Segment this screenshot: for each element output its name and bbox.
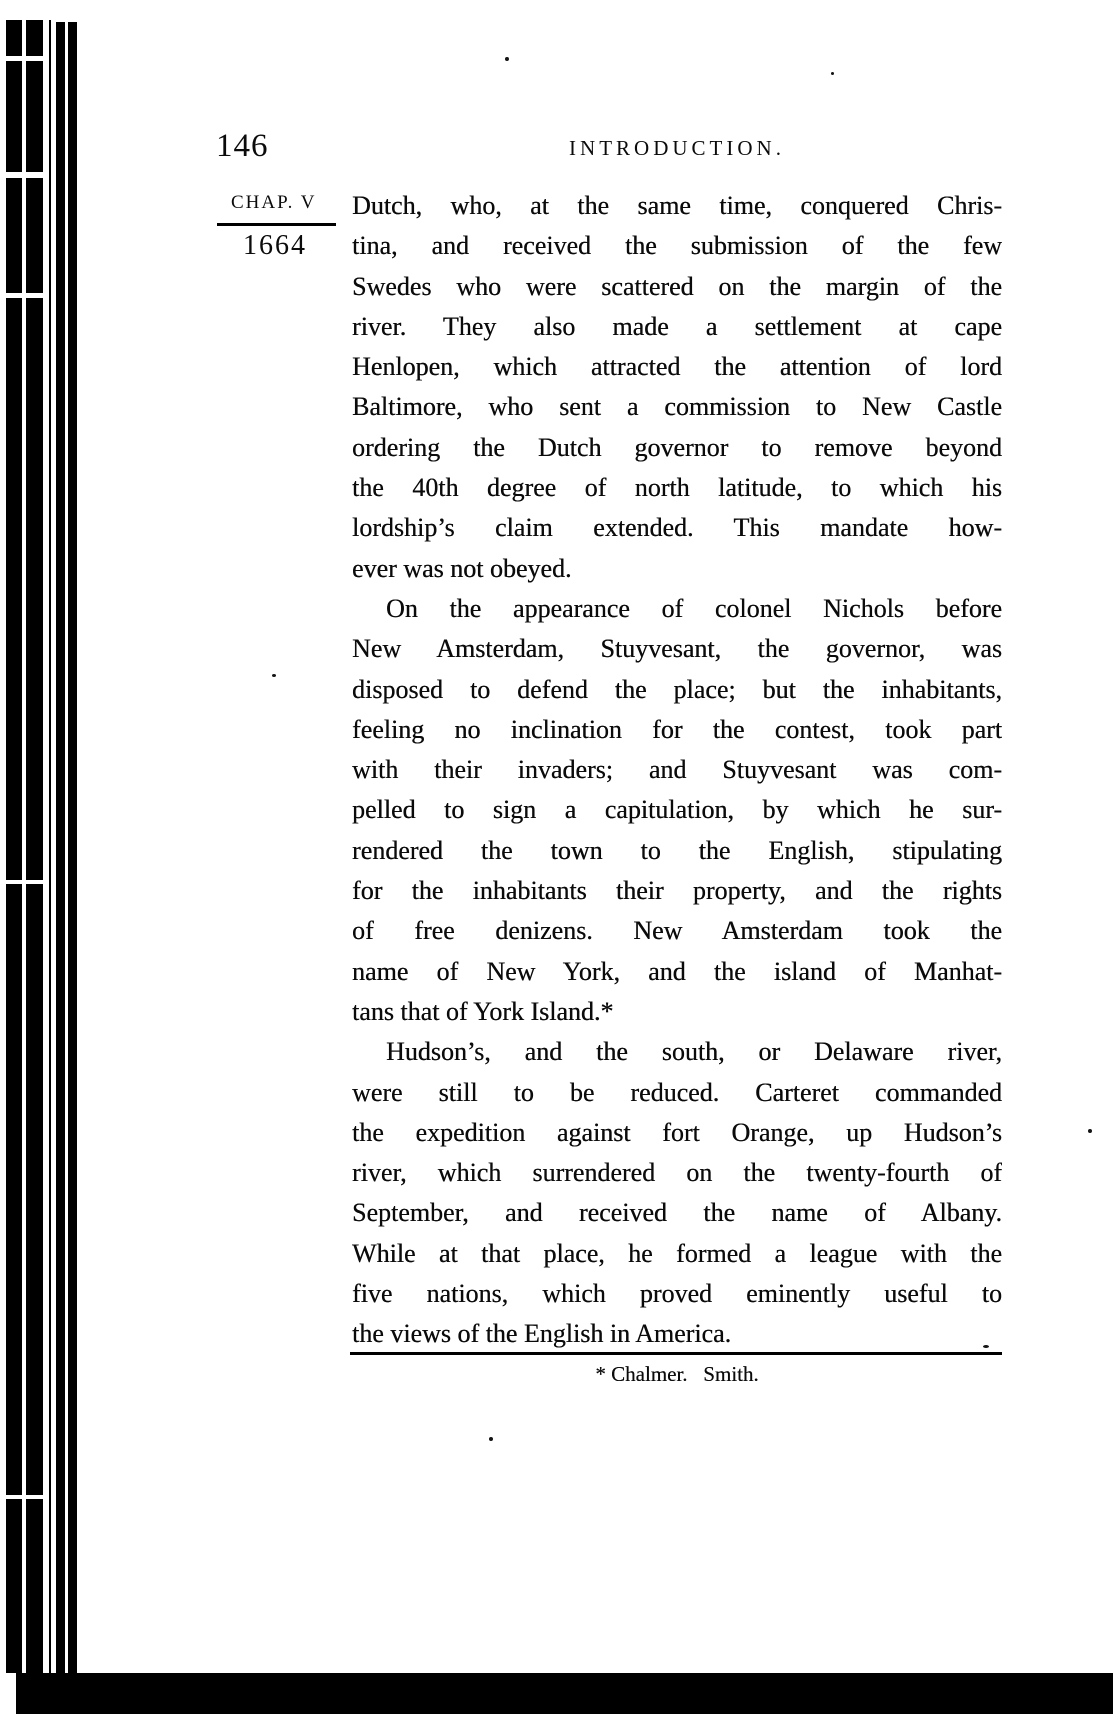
margin-year-label: 1664	[243, 230, 307, 261]
scan-gutter-bar	[6, 20, 22, 1673]
text-line: September, and received the name of Albany.	[352, 1198, 1002, 1228]
text-line: the expedition against fort Orange, up Hudson’s	[352, 1117, 1002, 1147]
text-line: pelled to sign a capitulation, by which he sur-	[352, 795, 1002, 825]
text-line: While at that place, he formed a league with the	[352, 1238, 1002, 1268]
text-line: with their invaders; and Stuyvesant was com-	[352, 755, 1002, 785]
text-line: ever was not obeyed.	[352, 553, 572, 583]
body-text	[352, 186, 1002, 1355]
scan-gutter-notch	[6, 1495, 43, 1499]
scan-gutter-notch	[6, 293, 43, 298]
text-line: the views of the English in America.	[352, 1319, 732, 1349]
text-line: five nations, which proved eminently useful to	[352, 1279, 1002, 1309]
text-line: feeling no inclination for the contest, took part	[352, 714, 1002, 744]
text-line: river. They also made a settlement at cape	[352, 311, 1002, 341]
scan-speck	[505, 57, 509, 61]
text-line: rendered the town to the English, stipulating	[352, 835, 1002, 865]
scan-gutter-notch	[6, 880, 43, 884]
text-line: the 40th degree of north latitude, to which his	[352, 473, 1002, 503]
footnote-text: * Chalmer. Smith.	[595, 1362, 759, 1386]
text-line: disposed to defend the place; but the inhabitants,	[352, 674, 1002, 704]
scan-speck	[831, 72, 834, 75]
text-line: tina, and received the submission of the few	[352, 231, 1002, 261]
text-line: were still to be reduced. Carteret commanded	[352, 1077, 1002, 1107]
text-line: for the inhabitants their property, and the rights	[352, 876, 1002, 906]
text-line: Hudson’s, and the south, or Delaware river,	[386, 1037, 1002, 1067]
text-line: lordship’s claim extended. This mandate how-	[352, 513, 1002, 543]
page-number: 146	[216, 128, 269, 164]
text-line: New Amsterdam, Stuyvesant, the governor, was	[352, 634, 1002, 664]
scan-speck	[272, 674, 276, 677]
margin-chapter-label: CHAP. V	[231, 192, 317, 213]
running-head: INTRODUCTION.	[569, 136, 785, 160]
text-line: of free denizens. New Amsterdam took the	[352, 916, 1002, 946]
footnote-rule	[350, 1352, 1002, 1355]
text-line: Dutch, who, at the same time, conquered Chris-	[352, 191, 1002, 220]
text-line: ordering the Dutch governor to remove beyond	[352, 432, 1002, 462]
margin-rule	[217, 223, 336, 226]
scan-bottom-bar	[16, 1673, 1113, 1714]
scan-gutter-bar	[56, 22, 65, 1673]
text-line: Baltimore, who sent a commission to New Castle	[352, 392, 1002, 422]
scan-gutter-bar	[26, 20, 43, 1673]
text-line: Henlopen, which attracted the attention of lord	[352, 352, 1002, 382]
scan-gutter-bar	[68, 22, 77, 1673]
scan-gutter-bar	[49, 20, 51, 1673]
text-line: Swedes who were scattered on the margin of the	[352, 271, 1002, 301]
scan-speck	[489, 1437, 493, 1441]
text-line: tans that of York Island.*	[352, 996, 614, 1026]
scan-gutter-notch	[6, 56, 43, 61]
text-line: On the appearance of colonel Nichols before	[386, 593, 1002, 623]
scan-gutter-notch	[6, 172, 43, 178]
text-line: river, which surrendered on the twenty-fourth of	[352, 1158, 1002, 1188]
scan-speck	[1088, 1129, 1092, 1133]
text-line: name of New York, and the island of Manhat-	[352, 956, 1002, 986]
